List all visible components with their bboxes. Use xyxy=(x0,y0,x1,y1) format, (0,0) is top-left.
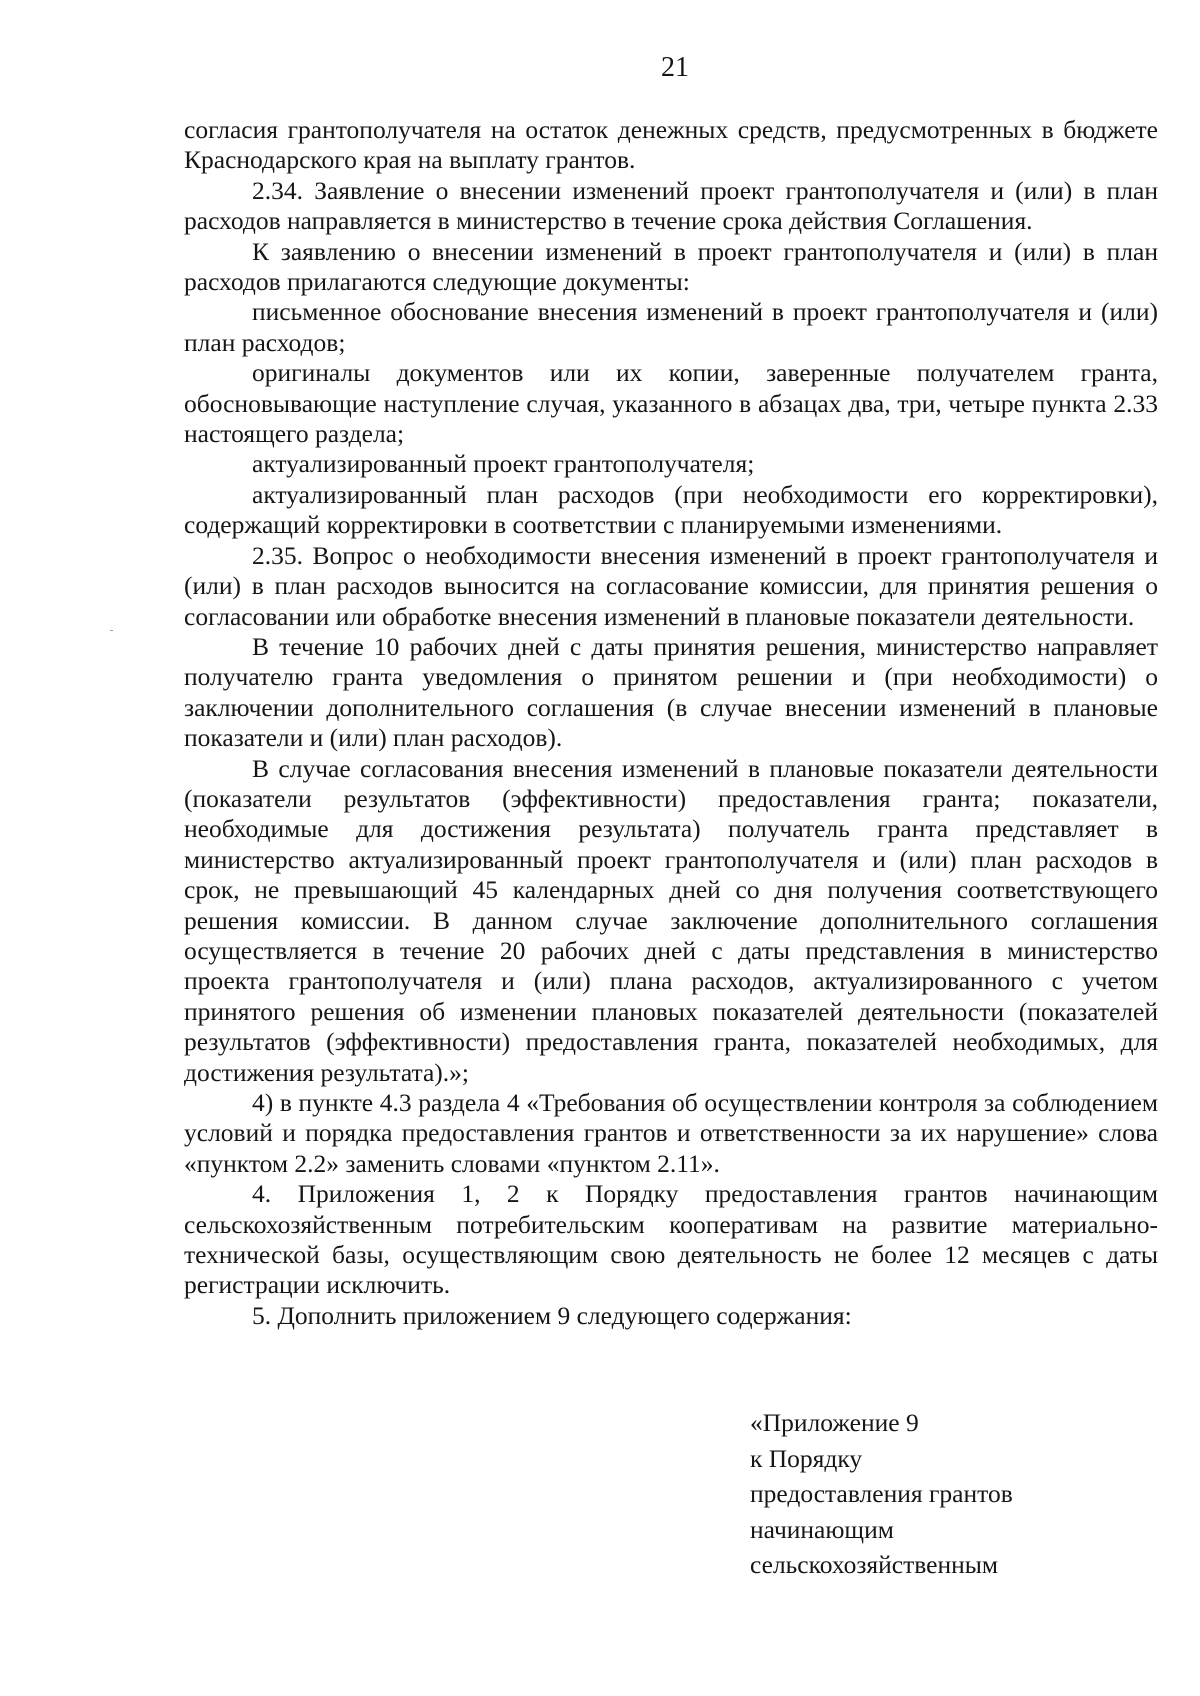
paragraph: 5. Дополнить приложением 9 следующего содержания: xyxy=(252,1300,852,1330)
paragraph: 4. Приложения 1, 2 к Порядку предоставления грантов начинающим сельскохозяйственным потребительским кооперативам на развитие материально-технической базы, осуществляющим свою деятельность не более 12 месяцев с даты регистрации исключить. xyxy=(184,1179,1158,1300)
paragraph: В течение 10 рабочих дней с даты принятия решения, министерство направляет получателю гранта уведомления о принятом решении и (при необходимости) о заключении дополнительного соглашения (в случае внесении изменений в плановые показатели и (или) план расходов). xyxy=(184,631,1158,753)
paragraph: 2.35. Вопрос о необходимости внесения изменений в проект грантополучателя и (или) в план расходов выносится на согласование комиссии, для принятия решения о согласовании или обработке внесения изменений в плановые показатели деятельности. xyxy=(184,540,1158,631)
paragraph: К заявлению о внесении изменений в проект грантополучателя и (или) в план расходов прилагаются следующие документы: xyxy=(184,236,1158,297)
paragraph: В случае согласования внесения изменений в плановые показатели деятельности (показатели результатов (эффективности) предоставления гранта; показатели, необходимые для достижения результата) получатель гранта представляет в министерство актуализированный проект грантополучателя и (или) план расходов в срок, не превышающий 45 календарных дней со дня получения соответствующего решения комиссии. В данном случае заключение дополнительного соглашения осуществляется в течение 20 рабочих дней с даты представления в министерство проекта грантополучателя и (или) плана расходов, актуализированного с учетом принятого решения об изменении плановых показателей деятельности (показателей результатов (эффективности) предоставления гранта, показателей необходимых, для достижения результата).»; xyxy=(184,753,1158,1087)
appendix-line: сельскохозяйственным xyxy=(750,1550,999,1579)
page-number: 21 xyxy=(661,52,689,83)
document-body xyxy=(184,115,1158,1331)
appendix-heading xyxy=(750,1405,1013,1583)
paragraph: 4) в пункте 4.3 раздела 4 «Требования об осуществлении контроля за соблюдением условий и порядка предоставления грантов и ответственности за их нарушение» слова «пунктом 2.2» заменить словами «пунктом 2.11». xyxy=(184,1088,1158,1178)
paragraph: актуализированный проект грантополучателя; xyxy=(252,449,755,479)
paragraph: актуализированный план расходов (при необходимости его корректировки), содержащий корректировки в соответствии с планируемыми изменениями. xyxy=(184,479,1158,540)
paragraph: согласия грантополучателя на остаток денежных средств, предусмотренных в бюджете Краснодарского края на выплату грантов. xyxy=(184,115,1158,175)
appendix-line: к Порядку xyxy=(750,1443,863,1473)
paragraph: 2.34. Заявление о внесении изменений проект грантополучателя и (или) в план расходов направляется в министерство в течение срока действия Соглашения. xyxy=(184,175,1158,236)
scan-speck xyxy=(110,630,113,631)
paragraph: письменное обоснование внесения изменений в проект грантополучателя и (или) план расходов; xyxy=(184,297,1158,357)
appendix-line: «Приложение 9 xyxy=(750,1408,919,1437)
appendix-line: начинающим xyxy=(750,1514,894,1544)
appendix-line: предоставления грантов xyxy=(750,1479,1013,1508)
paragraph: оригиналы документов или их копии, заверенные получателем гранта, обосновывающие наступление случая, указанного в абзацах два, три, четыре пункта 2.33 настоящего раздела; xyxy=(184,358,1158,449)
